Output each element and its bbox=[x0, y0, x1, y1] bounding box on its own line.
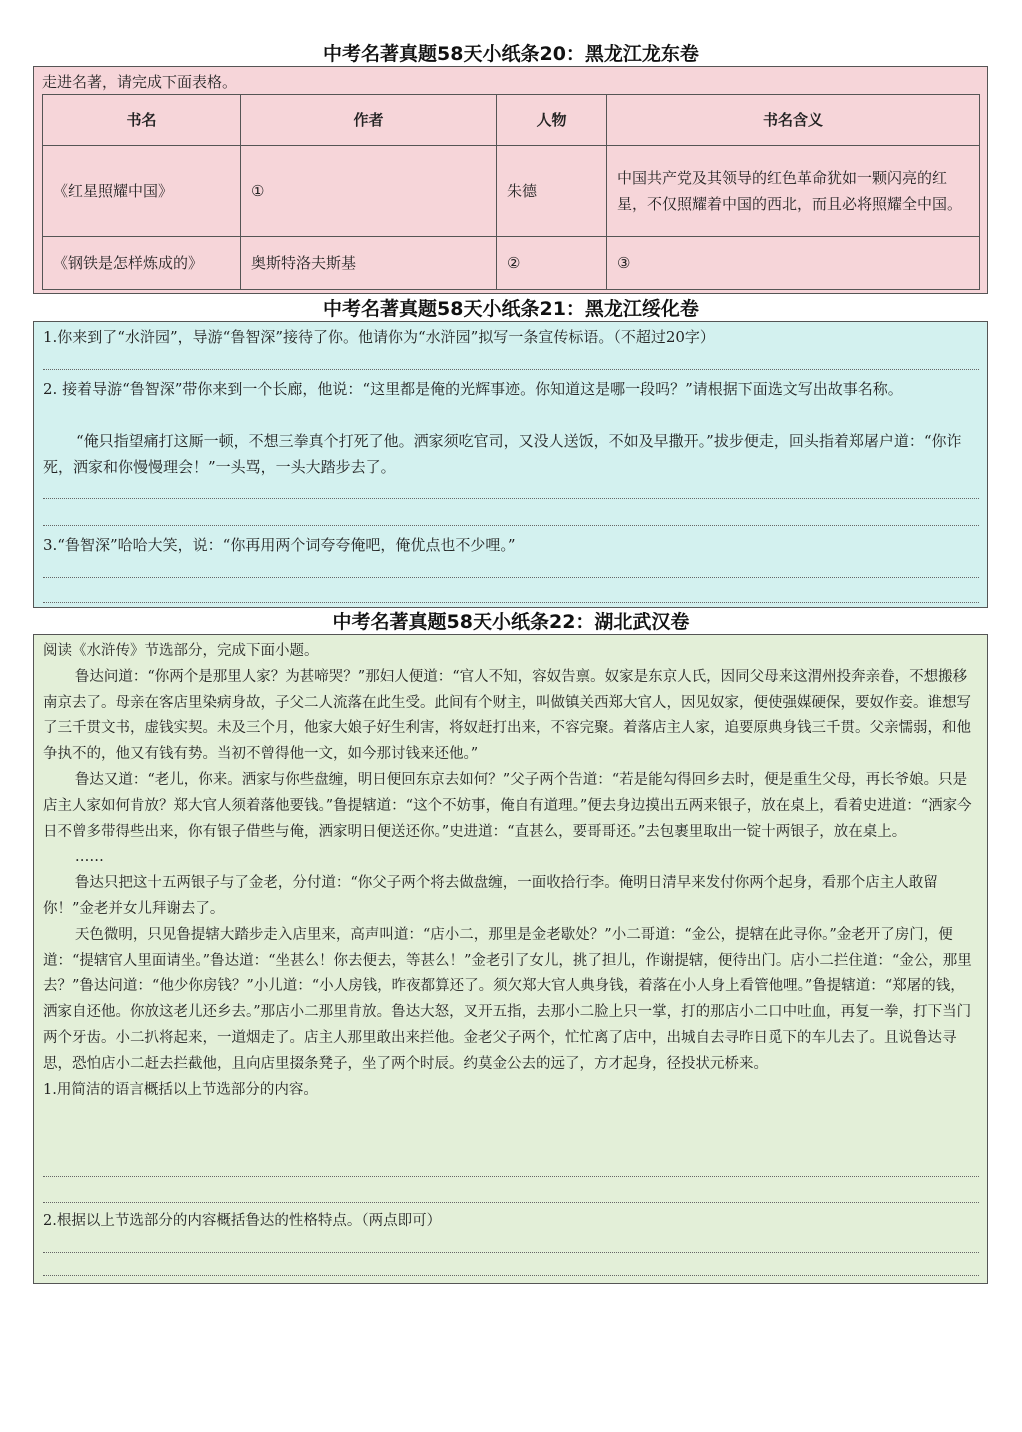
section-21-title: 中考名著真题58天小纸条21：黑龙江绥化卷 bbox=[323, 298, 699, 320]
question-1: 1.你来到了“水浒园”，导游“鲁智深”接待了你。他请你为“水浒园”拟写一条宣传标语。（不超过20字） bbox=[43, 328, 715, 346]
reading-passage bbox=[43, 639, 978, 1103]
section-20-intro: 走进名著，请完成下面表格。 bbox=[42, 73, 238, 91]
section-21-box bbox=[33, 321, 988, 608]
question-3: 3.“鲁智深”哈哈大笑，说：“你再用两个词夸夸俺吧，俺优点也不少哩。” bbox=[43, 536, 516, 554]
table-cell: ① bbox=[241, 146, 497, 237]
question-2: 2.根据以上节选部分的内容概括鲁达的性格特点。（两点即可） bbox=[43, 1213, 442, 1229]
answer-line[interactable] bbox=[43, 525, 979, 526]
passage-paragraph: 鲁达又道：“老儿，你来。洒家与你些盘缠，明日便回东京去如何？”父子两个告道：“若是能勾得回乡去时，便是重生父母，再长爷娘。只是店主人家如何肯放？郑大官人须着落他要钱。”鲁提辖道：“这个不妨事，俺自有道理。”便去身边摸出五两来银子，放在桌上，看着史进道：“洒家今日不曾多带得些出来，你有银子借些与俺，洒家明日便送还你。”史进道：“直甚么，要哥哥还。”去包裹里取出一锭十两银子，放在桌上。 bbox=[43, 771, 972, 840]
header-book-name: 书名 bbox=[43, 95, 241, 146]
answer-line[interactable] bbox=[43, 1252, 979, 1253]
section-22-title: 中考名著真题58天小纸条22：湖北武汉卷 bbox=[332, 611, 690, 633]
table-cell: ② bbox=[497, 237, 607, 290]
question-2: 2. 接着导游“鲁智深”带你来到一个长廊，他说：“这里都是俺的光辉事迹。你知道这是哪一段吗？”请根据下面选文写出故事名称。 bbox=[43, 380, 903, 398]
section-22-box bbox=[33, 634, 988, 1284]
passage-paragraph: 天色微明，只见鲁提辖大踏步走入店里来，高声叫道：“店小二，那里是金老歇处？”小二哥道：“金公，提辖在此寻你。”金老开了房门，便道：“提辖官人里面请坐。”鲁达道：“坐甚么！你去便去，等甚么！”金老引了女儿，挑了担儿，作谢提辖，便待出门。店小二拦住道：“金公，那里去？”鲁达问道：“他少你房钱？”小儿道：“小人房钱，昨夜都算还了。须欠郑大官人典身钱，着落在小人身上看管他哩。”鲁提辖道：“郑屠的钱，洒家自还他。你放这老儿还乡去。”那店小二那里肯放。鲁达大怒，叉开五指，去那小二脸上只一掌，打的那店小二口中吐血，再复一拳，打下当门两个牙齿。小二扒将起来，一道烟走了。店主人那里敢出来拦他。金老父子两个，忙忙离了店中，出城自去寻昨日觅下的车儿去了。且说鲁达寻思，恐怕店小二赶去拦截他，且向店里掇条凳子，坐了两个时辰。约莫金公去的远了，方才起身，径投状元桥来。 bbox=[43, 926, 972, 1072]
answer-line[interactable] bbox=[43, 1176, 979, 1177]
answer-line[interactable] bbox=[43, 369, 979, 370]
section-20-box bbox=[33, 66, 988, 294]
answer-line[interactable] bbox=[43, 1275, 979, 1276]
answer-line[interactable] bbox=[43, 498, 979, 499]
table-cell: 《红星照耀中国》 bbox=[43, 146, 241, 237]
quote-passage: “俺只指望痛打这厮一顿，不想三拳真个打死了他。洒家须吃官司，又没人送饭，不如及早撒开。”拔步便走，回头指着郑屠户道：“你诈死，洒家和你慢慢理会！”一头骂，一头大踏步去了。 bbox=[43, 432, 962, 476]
answer-line[interactable] bbox=[43, 577, 979, 578]
table-row bbox=[43, 146, 980, 237]
table-cell: 《钢铁是怎样炼成的》 bbox=[43, 237, 241, 290]
passage-ellipsis: …… bbox=[74, 849, 104, 866]
table-cell: ③ bbox=[607, 237, 980, 290]
book-table bbox=[42, 94, 980, 290]
answer-line[interactable] bbox=[43, 1202, 979, 1203]
passage-paragraph: 鲁达问道：“你两个是那里人家？为甚啼哭？”那妇人便道：“官人不知，容奴告禀。奴家是东京人氏，因同父母来这渭州投奔亲眷，不想搬移南京去了。母亲在客店里染病身故，子父二人流落在此生受。此间有个财主，叫做镇关西郑大官人，因见奴家，便使强媒硬保，要奴作妾。谁想写了三千贯文书，虚钱实契。未及三个月，他家大娘子好生利害，将奴赶打出来，不容完聚。着落店主人家，追要原典身钱三千贯。父亲懦弱，和他争执不的，他又有钱有势。当初不曾得他一文，如今那讨钱来还他。” bbox=[43, 668, 971, 763]
header-character: 人物 bbox=[497, 95, 607, 146]
table-row bbox=[43, 237, 980, 290]
header-meaning: 书名含义 bbox=[607, 95, 980, 146]
section-20-title: 中考名著真题58天小纸条20：黑龙江龙东卷 bbox=[323, 43, 699, 65]
question-1: 1.用简洁的语言概括以上节选部分的内容。 bbox=[43, 1081, 318, 1098]
passage-paragraph: 鲁达只把这十五两银子与了金老，分付道：“你父子两个将去做盘缠，一面收拾行李。俺明日清早来发付你两个起身，看那个店主人敢留你！”金老并女儿拜谢去了。 bbox=[43, 875, 938, 917]
table-cell: 中国共产党及其领导的红色革命犹如一颗闪亮的红星，不仅照耀着中国的西北，而且必将照耀全中国。 bbox=[607, 146, 980, 237]
table-cell: 奥斯特洛夫斯基 bbox=[241, 237, 497, 290]
answer-line[interactable] bbox=[43, 602, 979, 603]
table-cell: 朱德 bbox=[497, 146, 607, 237]
passage-intro: 阅读《水浒传》节选部分，完成下面小题。 bbox=[43, 643, 319, 659]
header-author: 作者 bbox=[241, 95, 497, 146]
